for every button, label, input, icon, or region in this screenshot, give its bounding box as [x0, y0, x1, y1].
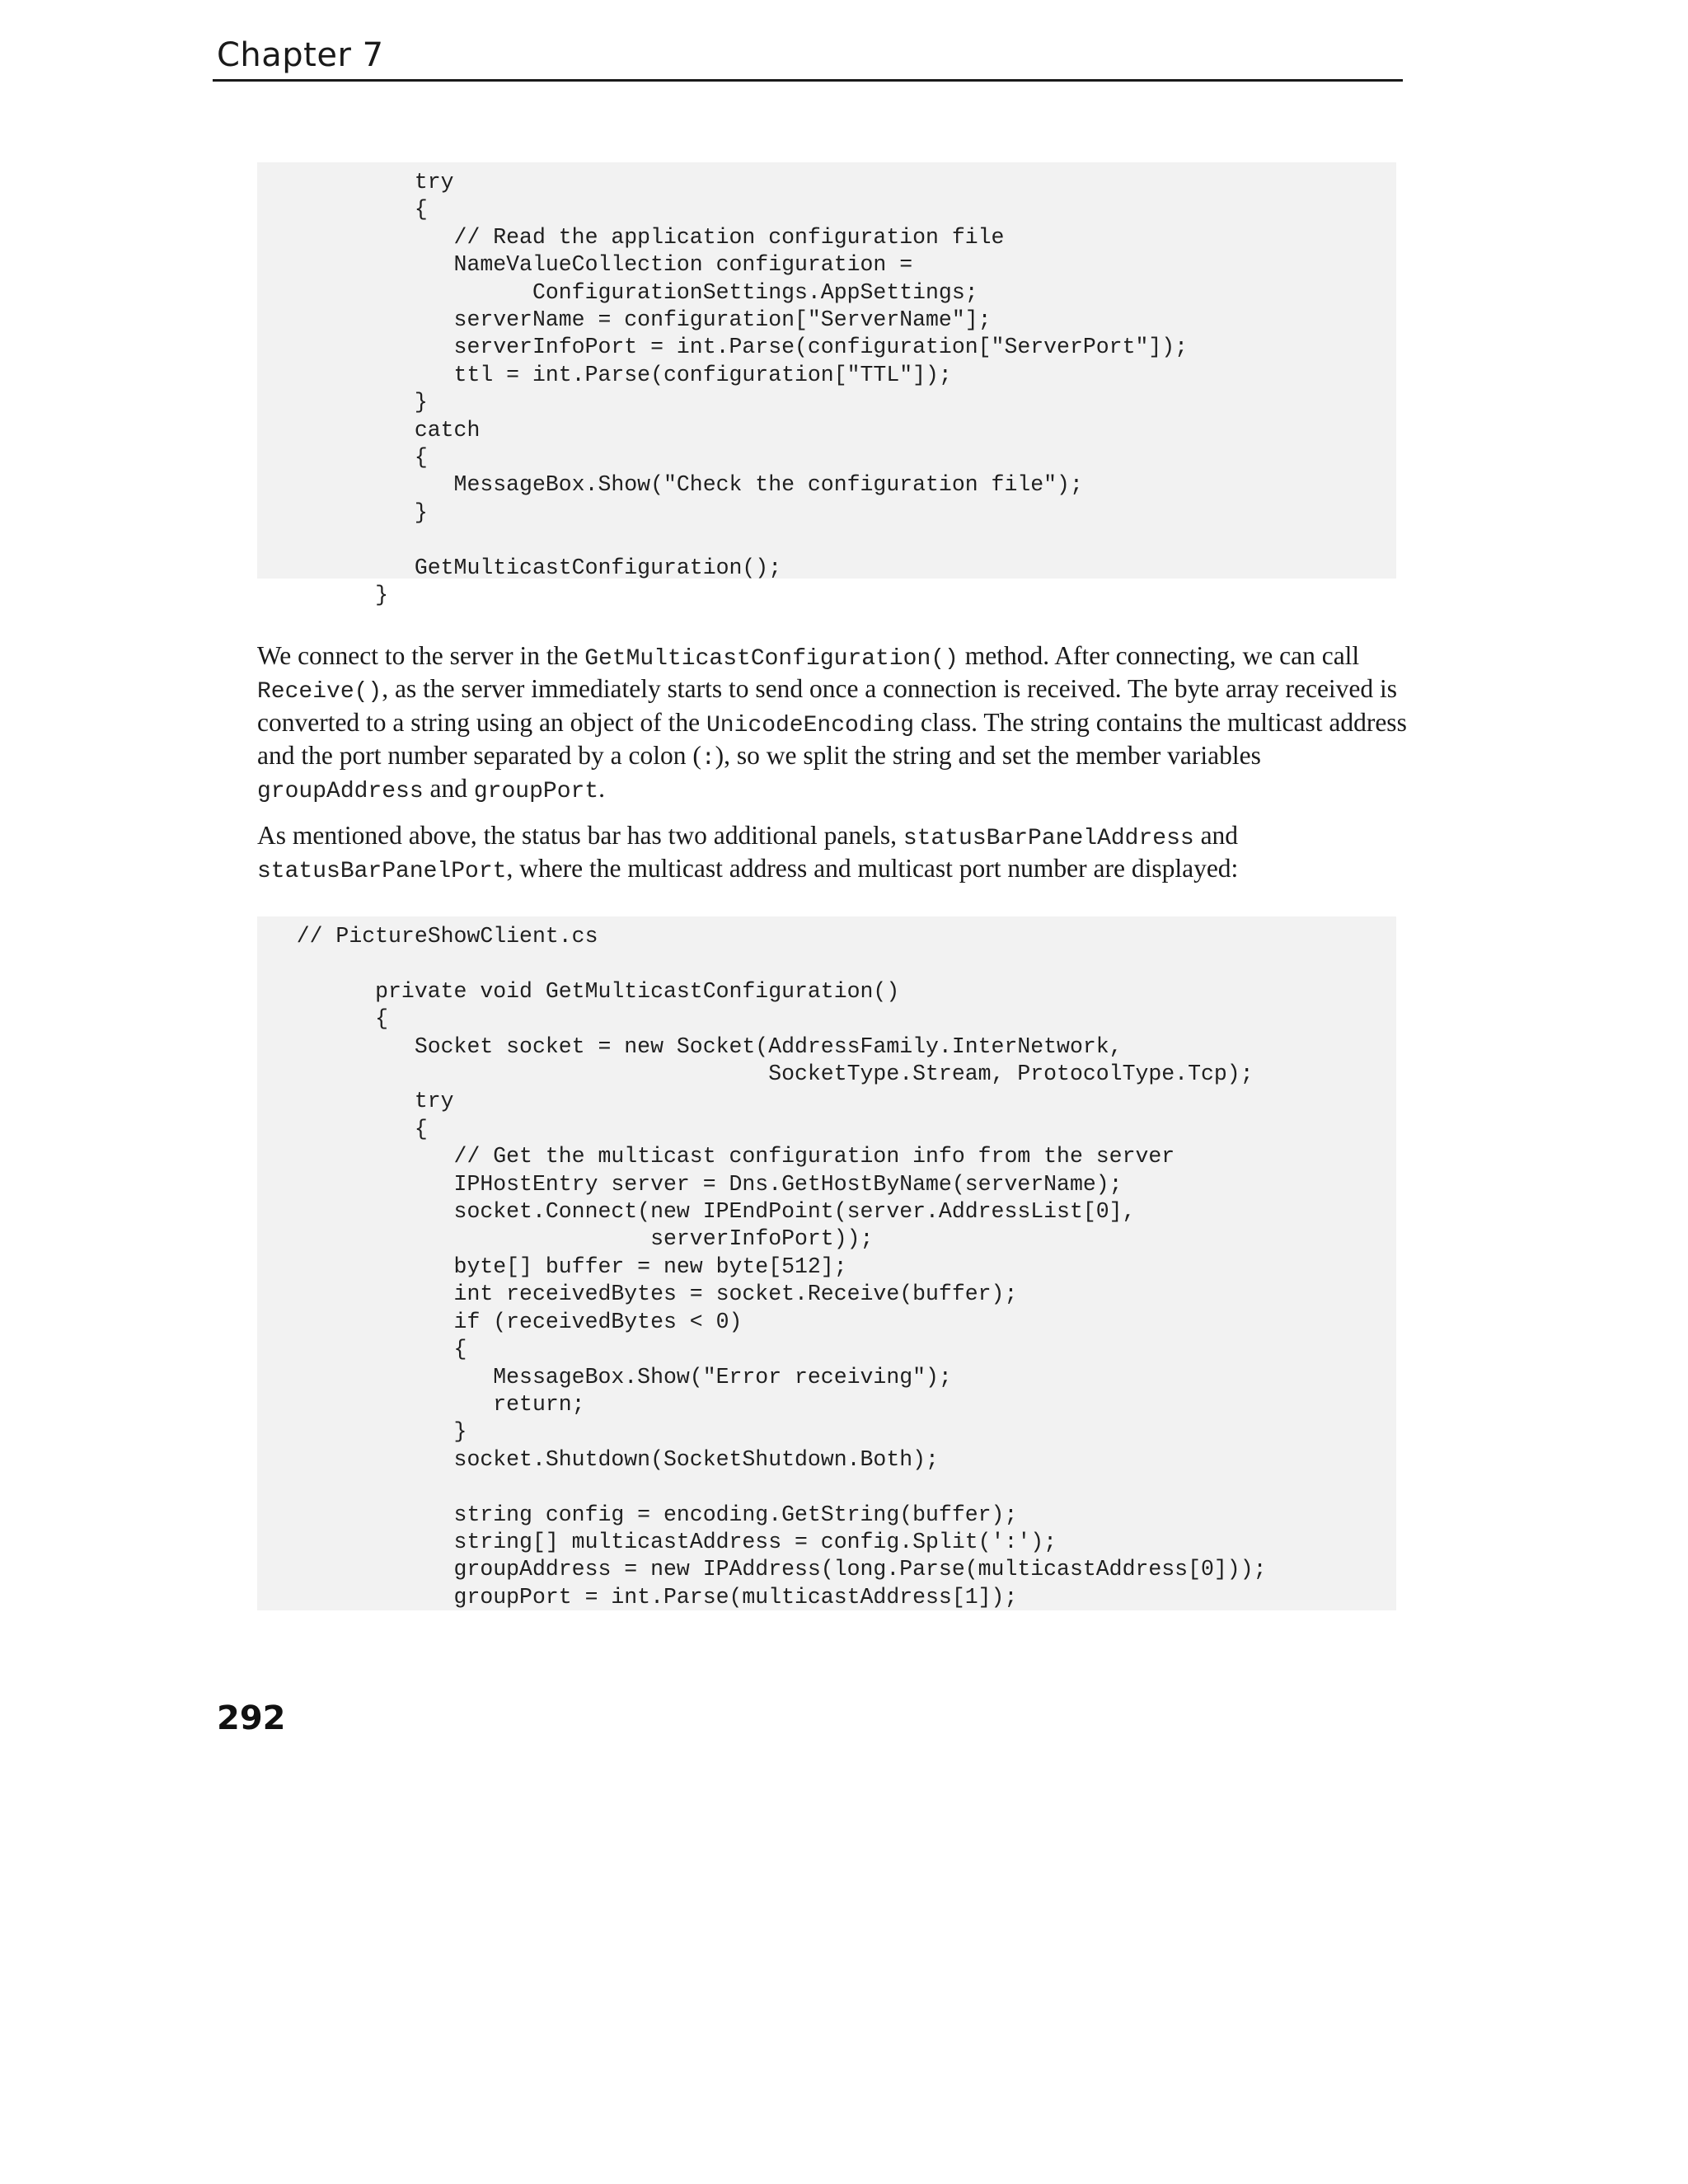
inline-code: : — [701, 745, 715, 771]
inline-code: Receive() — [257, 679, 382, 705]
inline-code: GetMulticastConfiguration() — [584, 646, 959, 672]
inline-code: statusBarPanelPort — [257, 859, 507, 885]
page-number: 292 — [217, 1699, 286, 1737]
inline-code: UnicodeEncoding — [706, 712, 915, 738]
paragraph-text: and — [423, 774, 474, 804]
chapter-header: Chapter 7 — [217, 36, 384, 74]
code-block-multicast — [257, 916, 1396, 1610]
inline-code: groupPort — [473, 779, 599, 805]
body-paragraph-connect — [257, 641, 1419, 807]
body-paragraph-status-bar — [257, 821, 1419, 888]
code-listing-config: try { // Read the application configuration file NameValueCollection configuration = ConfigurationSettings.AppSettings; serverName = configuration["ServerName"]; serverInfoPort = int.Parse(configuration["ServerPort"]); ttl = int.Parse(configuration["TTL"]); } catch { MessageBox.Show("Check the configuration file"); } GetMulticastConfiguration(); — [414, 170, 1189, 580]
paragraph-text: class. The string contains the multicast address and the port number separated by a colon ( — [257, 707, 1407, 770]
paragraph-text: method. After connecting, we can call — [958, 641, 1360, 670]
paragraph-text: As mentioned above, the status bar has two additional panels, — [257, 821, 903, 850]
paragraph-text: and — [1193, 821, 1239, 850]
paragraph-text: We connect to the server in the — [257, 641, 585, 670]
header-divider — [213, 79, 1403, 82]
paragraph-text: ), so we split the string and set the member variables — [715, 740, 1261, 770]
inline-code: statusBarPanelAddress — [903, 826, 1194, 851]
code-block-config — [257, 162, 1396, 579]
paragraph-text: , as the server immediately starts to send once a connection is received. The byte array received is converted to a string using an object of the — [257, 674, 1398, 737]
paragraph-text: . — [598, 774, 605, 804]
inline-code: groupAddress — [257, 779, 424, 805]
code-closing-brace: } — [257, 583, 389, 607]
paragraph-text: , where the multicast address and multicast port number are displayed: — [506, 854, 1239, 883]
code-listing-multicast: // PictureShowClient.cs private void GetMulticastConfiguration() { Socket socket = new Socket(AddressFamily.InterNetwork, SocketType.Stream, ProtocolType.Tcp); try { // Get the multicast configuration info from the server IPHostEntry server = Dns.GetHostByName(serverName); socket.Connect(new IPEndPoint(server.AddressList[0], serverInfoPort)); byte[] buffer = new byte[512]; int receivedBytes = socket.Receive(buffer); if (receivedBytes < 0) { MessageBox.Show("Error receiving"); return; } socket.Shutdown(SocketShutdown.Both); string config = encoding.GetString(buffer); string[] multicastAddress = config.Split(':'); groupAddress = new IPAddress(long.Parse(multicastAddress[0])); groupPort = int.Parse(multicastAddress[1]); — [296, 924, 1267, 1610]
